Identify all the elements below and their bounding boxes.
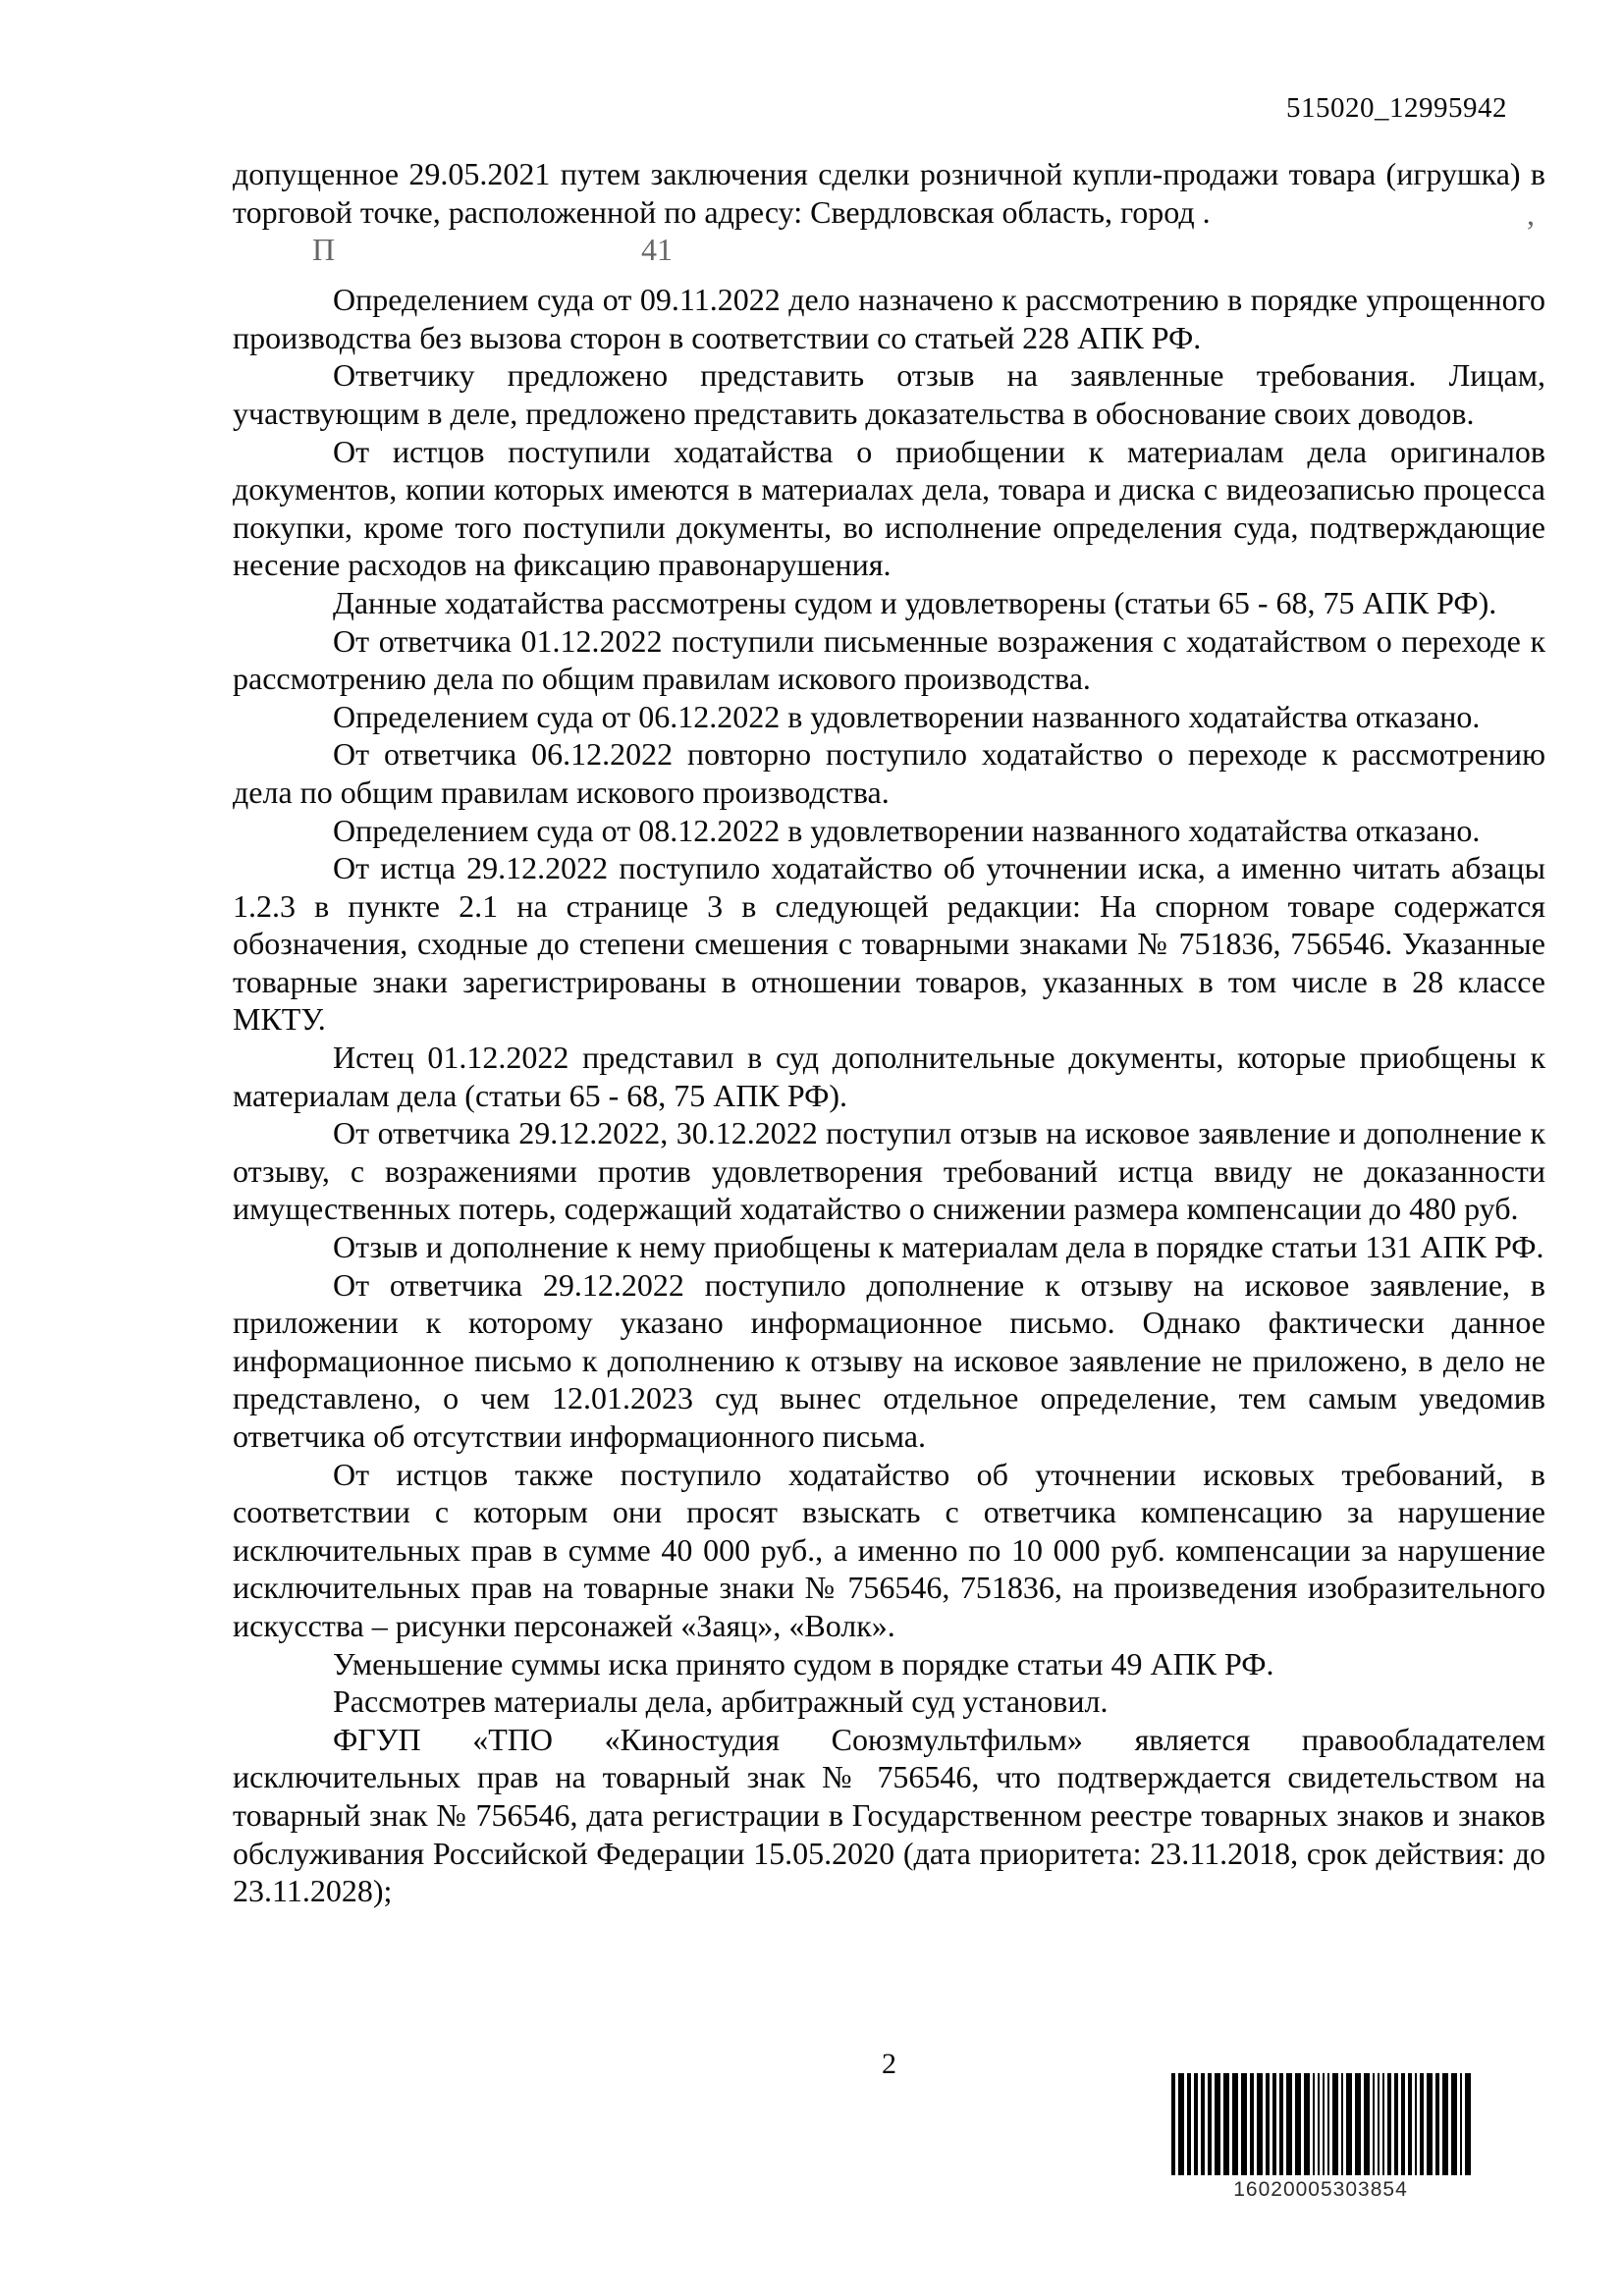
document-id-code: 515020_12995942 <box>1286 92 1507 124</box>
redacted-line <box>233 196 1545 269</box>
paragraph: Определением суда от 06.12.2022 в удовлетворении названного ходатайства отказано. <box>333 698 1481 734</box>
paragraph: Ответчику предложено представить отзыв на заявленные требования. Лицам, участвующим в деле, предложено представить доказательства в обоснование своих доводов. <box>233 357 1545 431</box>
redacted-fragment: 41 <box>641 232 673 268</box>
paragraph: От истца 29.12.2022 поступило ходатайство об уточнении иска, а именно читать абзацы 1.2.3 в пункте 2.1 на странице 3 в следующей редакции: На спорном товаре содержатся обозначения, сходные до степени смешения с товарными знаками № 751836, 756546. Указанные товарные знаки зарегистрированы в отношении товаров, указанных в том числе в 28 классе МКТУ. <box>233 850 1545 1038</box>
paragraph: допущенное 29.05.2021 путем заключения сделки розничной купли-продажи товара (игрушка) в торговой точке, расположенной по адресу: Свердловская область, город . <box>233 156 1545 230</box>
paragraph: От ответчика 29.12.2022, 30.12.2022 поступил отзыв на исковое заявление и дополнение к отзыву, с возражениями против удовлетворения требований истца ввиду не доказанности имущественных потерь, содержащий ходатайство о снижении размера компенсации до 480 руб. <box>233 1115 1545 1227</box>
redacted-fragment: П <box>312 232 336 268</box>
barcode-number: 16020005303854 <box>1233 2178 1408 2201</box>
paragraph: ФГУП «ТПО «Киностудия Союзмультфильм» является правообладателем исключительных прав на товарный знак № 756546, что подтверждается свидетельством на товарный знак № 756546, дата регистрации в Государственном реестре товарных знаков и знаков обслуживания Российской Федерации 15.05.2020 (дата приоритета: 23.11.2018, срок действия: до 23.11.2028); <box>233 1721 1545 1909</box>
paragraph: Определением суда от 08.12.2022 в удовлетворении названного ходатайства отказано. <box>333 812 1481 848</box>
paragraph: Уменьшение суммы иска принято судом в порядке статьи 49 АПК РФ. <box>333 1645 1274 1682</box>
redacted-fragment: , <box>1527 196 1535 233</box>
page-number: 2 <box>882 2048 896 2080</box>
document-body <box>233 155 1545 1910</box>
paragraph: От истцов также поступило ходатайство об уточнении исковых требований, в соответствии с которым они просят взыскать с ответчика компенсацию за нарушение исключительных прав в сумме 40 000 руб., а именно по 10 000 руб. компенсации за нарушение исключительных прав на товарные знаки № 756546, 751836, на произведения изобразительного искусства – рисунки персонажей «Заяц», «Волк». <box>233 1456 1545 1643</box>
paragraph: От ответчика 29.12.2022 поступило дополнение к отзыву на исковое заявление, в приложении к которому указано информационное письмо. Однако фактически данное информационное письмо к дополнению к отзыву на исковое заявление не приложено, в дело не представлено, о чем 12.01.2023 суд вынес отдельное определение, тем самым уведомив ответчика об отсутствии информационного письма. <box>233 1266 1545 1454</box>
paragraph: Определением суда от 09.11.2022 дело назначено к рассмотрению в порядке упрощенного производства без вызова сторон в соответствии со статьей 228 АПК РФ. <box>233 282 1545 355</box>
barcode-icon <box>1171 2073 1470 2175</box>
paragraph: Отзыв и дополнение к нему приобщены к материалам дела в порядке статьи 131 АПК РФ. <box>333 1229 1544 1265</box>
paragraph: От истцов поступили ходатайства о приобщении к материалам дела оригиналов документов, копии которых имеются в материалах дела, товара и диска с видеозаписью процесса покупки, кроме того поступили документы, во исполнение определения суда, подтверждающие несение расходов на фиксацию правонарушения. <box>233 433 1545 583</box>
paragraph: Данные ходатайства рассмотрены судом и удовлетворены (статьи 65 - 68, 75 АПК РФ). <box>333 584 1497 620</box>
paragraph: От ответчика 01.12.2022 поступили письменные возражения с ходатайством о переходе к рассмотрению дела по общим правилам искового производства. <box>233 622 1545 697</box>
barcode <box>1171 2073 1470 2202</box>
paragraph: От ответчика 06.12.2022 повторно поступило ходатайство о переходе к рассмотрению дела по общим правилам искового производства. <box>233 736 1545 810</box>
paragraph: Рассмотрев материалы дела, арбитражный суд установил. <box>333 1683 1109 1720</box>
paragraph: Истец 01.12.2022 представил в суд дополнительные документы, которые приобщены к материалам дела (статьи 65 - 68, 75 АПК РФ). <box>233 1040 1545 1113</box>
